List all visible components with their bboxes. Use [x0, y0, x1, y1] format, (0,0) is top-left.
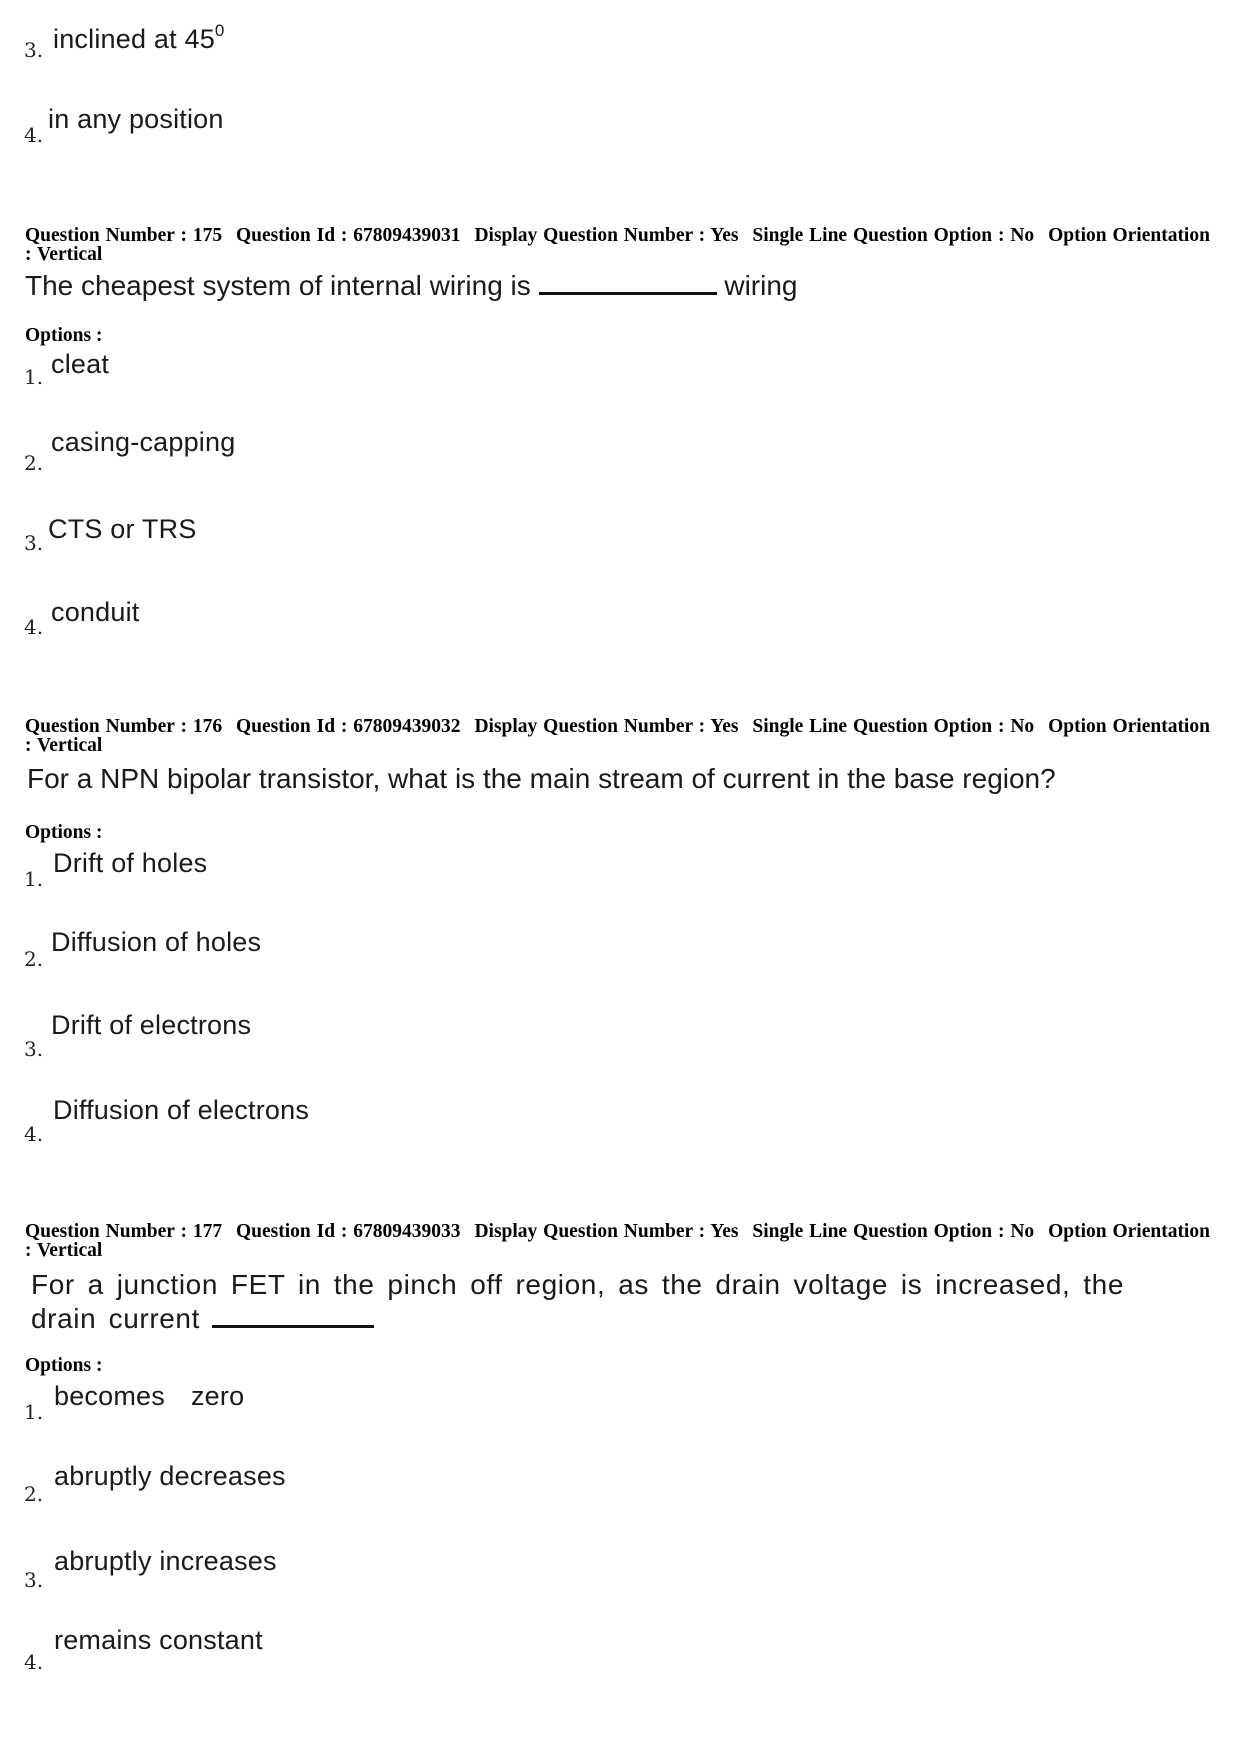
question-text: For a NPN bipolar transistor, what is the main stream of current in the base region? — [27, 763, 1056, 794]
option-number: 3. — [24, 531, 44, 555]
option-number: 3. — [24, 1568, 44, 1592]
option-text: in any position — [48, 104, 224, 134]
option-number: 4. — [24, 615, 44, 639]
option-text: Diffusion of holes — [51, 927, 262, 957]
options-label: Options : — [25, 822, 103, 843]
option-number: 3. — [24, 38, 44, 62]
option-number: 1. — [24, 1400, 44, 1424]
superscript: 0 — [214, 21, 225, 40]
option-text: becomes zero — [54, 1381, 245, 1411]
question-text: The cheapest system of internal wiring is wiring — [25, 270, 798, 301]
option-text: casing-capping — [51, 427, 236, 457]
answer-blank — [539, 270, 717, 295]
question-text: For a junction FET in the pinch off region, as the drain voltage is increased, the drain current — [31, 1269, 1124, 1334]
answer-blank — [212, 1303, 374, 1328]
question-meta: Question Number : 175 Question Id : 67809439031 Display Question Number : Yes Single Line Question Option : No Option Orientation : Vertical — [25, 225, 1210, 265]
option-number: 1. — [24, 365, 44, 389]
option-number: 3. — [24, 1037, 44, 1061]
option-number: 4. — [24, 1650, 44, 1674]
option-text: abruptly increases — [54, 1546, 277, 1576]
option-text: Drift of holes — [53, 848, 208, 878]
option-text: remains constant — [54, 1625, 263, 1655]
option-text: inclined at $45^0$ — [53, 21, 225, 54]
option-text: cleat — [51, 349, 110, 379]
options-label: Options : — [25, 325, 103, 346]
option-number: 2. — [24, 1482, 44, 1506]
options-label: Options : — [25, 1355, 103, 1376]
question-meta: Question Number : 177 Question Id : 67809439033 Display Question Number : Yes Single Line Question Option : No Option Orientation : Vertical — [25, 1221, 1210, 1261]
option-text: abruptly decreases — [54, 1461, 286, 1491]
option-number: 2. — [24, 451, 44, 475]
option-text: Drift of electrons — [51, 1010, 252, 1040]
option-number: 1. — [24, 867, 44, 891]
option-text: CTS or TRS — [48, 514, 197, 544]
option-text: conduit — [51, 597, 140, 627]
option-number: 2. — [24, 947, 44, 971]
option-number: 4. — [24, 1122, 44, 1146]
option-number: 4. — [24, 123, 44, 147]
option-text: Diffusion of electrons — [53, 1095, 310, 1125]
question-meta: Question Number : 176 Question Id : 67809439032 Display Question Number : Yes Single Line Question Option : No Option Orientation : Vertical — [25, 716, 1210, 756]
